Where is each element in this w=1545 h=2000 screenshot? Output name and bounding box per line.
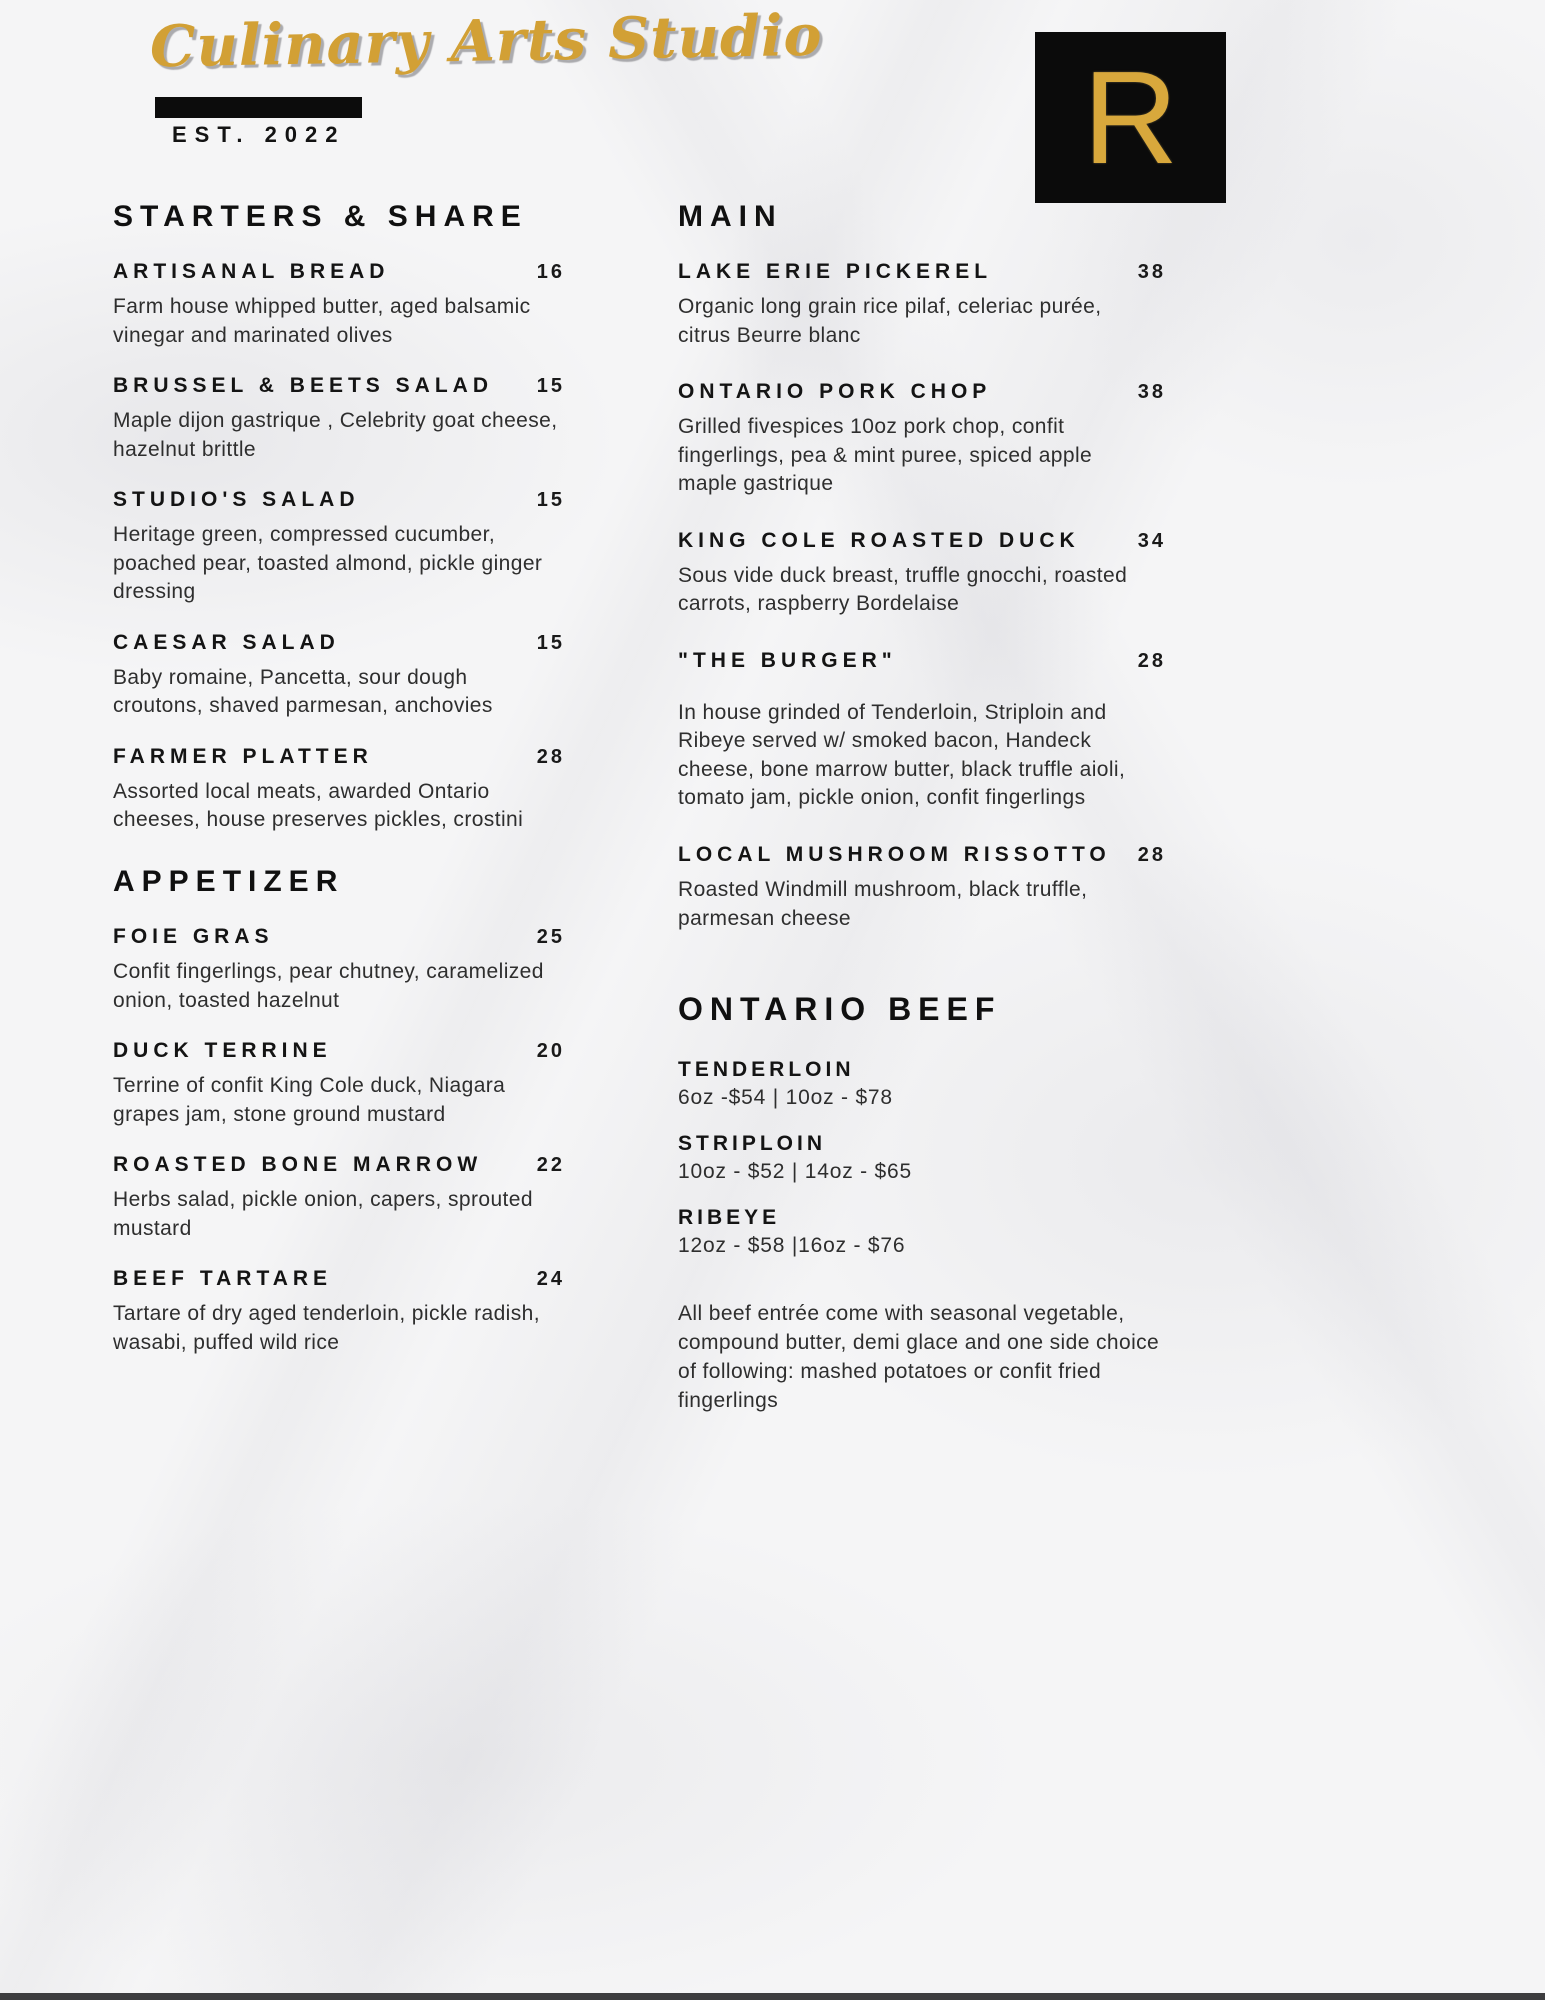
item-name: BRUSSEL & BEETS SALAD [113, 374, 493, 398]
menu-item-foie-gras [113, 925, 565, 1015]
item-name: FARMER PLATTER [113, 744, 373, 768]
item-name: ROASTED BONE MARROW [113, 1153, 483, 1177]
item-description: Roasted Windmill mushroom, black truffle, parmesan cheese [678, 878, 1088, 930]
cut-name: STRIPLOIN [678, 1132, 827, 1156]
item-description: Grilled fivespices 10oz pork chop, confit fingerlings, pea & mint puree, spiced apple maple gastrique [678, 415, 1093, 496]
menu-item-ontario-pork-chop [678, 380, 1166, 499]
item-description: Organic long grain rice pilaf, celeriac purée, citrus Beurre blanc [678, 295, 1102, 347]
item-name: ARTISANAL BREAD [113, 260, 390, 283]
menu-item-beef-tartare [113, 1267, 565, 1357]
item-description: Baby romaine, Pancetta, sour dough croutons, shaved parmesan, anchovies [113, 665, 493, 718]
brand-script-title: Culinary Arts Studio [149, 1, 823, 81]
item-price: 24 [536, 1268, 565, 1291]
item-price: 28 [536, 745, 565, 768]
item-price: 25 [536, 926, 565, 949]
left-column [113, 200, 565, 1381]
cut-sizes: 6oz -$54 | 10oz - $78 [678, 1086, 893, 1110]
menu-item-brussel-beets-salad [113, 374, 565, 464]
menu-item-the-burger [678, 649, 1166, 813]
item-description: Farm house whipped butter, aged balsamic vinegar and marinated olives [113, 295, 531, 347]
item-description: Herbs salad, pickle onion, capers, sprouted mustard [113, 1188, 533, 1240]
section-title-appetizer: APPETIZER [113, 865, 345, 899]
item-name: ONTARIO PORK CHOP [678, 380, 992, 404]
item-description: In house grinded of Tenderloin, Striploin and Ribeye served w/ smoked bacon, Handeck cheese, bone marrow butter, black truffle aioli, tomato jam, pickle onion, confit fingerlings [678, 700, 1126, 810]
right-column [678, 200, 1166, 1416]
beef-cut-striploin [678, 1132, 1166, 1184]
brand-logo [1035, 32, 1226, 203]
cut-name: TENDERLOIN [678, 1058, 855, 1082]
item-price: 38 [1137, 381, 1166, 404]
menu-item-caesar-salad [113, 631, 565, 721]
menu-item-farmer-platter [113, 745, 565, 835]
item-name: KING COLE ROASTED DUCK [678, 528, 1080, 552]
section-title-ontario-beef: ONTARIO BEEF [678, 991, 1002, 1028]
item-name: STUDIO'S SALAD [113, 488, 360, 512]
menu-item-king-cole-roasted-duck [678, 529, 1166, 619]
item-description: Tartare of dry aged tenderloin, pickle radish, wasabi, puffed wild rice [113, 1302, 540, 1354]
menu-item-lake-erie-pickerel [678, 260, 1166, 350]
item-name: LAKE ERIE PICKEREL [678, 260, 993, 283]
section-title-main: MAIN [678, 200, 783, 233]
item-price: 15 [536, 375, 565, 398]
cut-sizes: 10oz - $52 | 14oz - $65 [678, 1160, 912, 1184]
cut-sizes: 12oz - $58 |16oz - $76 [678, 1234, 906, 1258]
item-name: CAESAR SALAD [113, 630, 340, 654]
beef-cut-tenderloin [678, 1058, 1166, 1110]
item-name: LOCAL MUSHROOM RISSOTTO [678, 843, 1111, 867]
item-name: "THE BURGER" [678, 648, 897, 672]
beef-sides-note: All beef entrée come with seasonal vegetable, compound butter, demi glace and one side choice of following: mashed potatoes or confit fried fingerlings [678, 1302, 1160, 1413]
item-description: Heritage green, compressed cucumber, poached pear, toasted almond, pickle ginger dressing [113, 523, 543, 604]
item-price: 34 [1137, 529, 1166, 552]
beef-cut-ribeye [678, 1206, 1166, 1258]
section-title-starters: STARTERS & SHARE [113, 200, 528, 233]
item-price: 38 [1137, 261, 1166, 283]
item-name: BEEF TARTARE [113, 1267, 333, 1291]
menu-item-studios-salad [113, 488, 565, 607]
item-price: 28 [1137, 844, 1166, 867]
brand-established: EST. 2022 [172, 122, 346, 147]
item-description: Maple dijon gastrique , Celebrity goat cheese, hazelnut brittle [113, 409, 558, 461]
cut-name: RIBEYE [678, 1206, 781, 1230]
brand-underline-bar [155, 97, 362, 118]
menu-item-roasted-bone-marrow [113, 1153, 565, 1243]
item-name: DUCK TERRINE [113, 1039, 332, 1063]
logo-letter-r: R [1082, 43, 1179, 191]
item-price: 16 [536, 261, 565, 283]
item-price: 15 [536, 489, 565, 512]
item-price: 22 [536, 1154, 565, 1177]
item-description: Terrine of confit King Cole duck, Niagara grapes jam, stone ground mustard [113, 1074, 506, 1126]
menu-item-artisanal-bread [113, 260, 565, 350]
item-description: Confit fingerlings, pear chutney, caramelized onion, toasted hazelnut [113, 960, 544, 1012]
item-price: 28 [1137, 649, 1166, 672]
menu-item-duck-terrine [113, 1039, 565, 1129]
menu-item-local-mushroom-rissotto [678, 843, 1166, 933]
item-price: 20 [536, 1040, 565, 1063]
item-description: Sous vide duck breast, truffle gnocchi, roasted carrots, raspberry Bordelaise [678, 563, 1128, 616]
item-name: FOIE GRAS [113, 925, 274, 949]
item-price: 15 [536, 631, 565, 654]
bottom-edge-bar [0, 1993, 1545, 2000]
item-description: Assorted local meats, awarded Ontario cheeses, house preserves pickles, crostini [113, 779, 524, 832]
